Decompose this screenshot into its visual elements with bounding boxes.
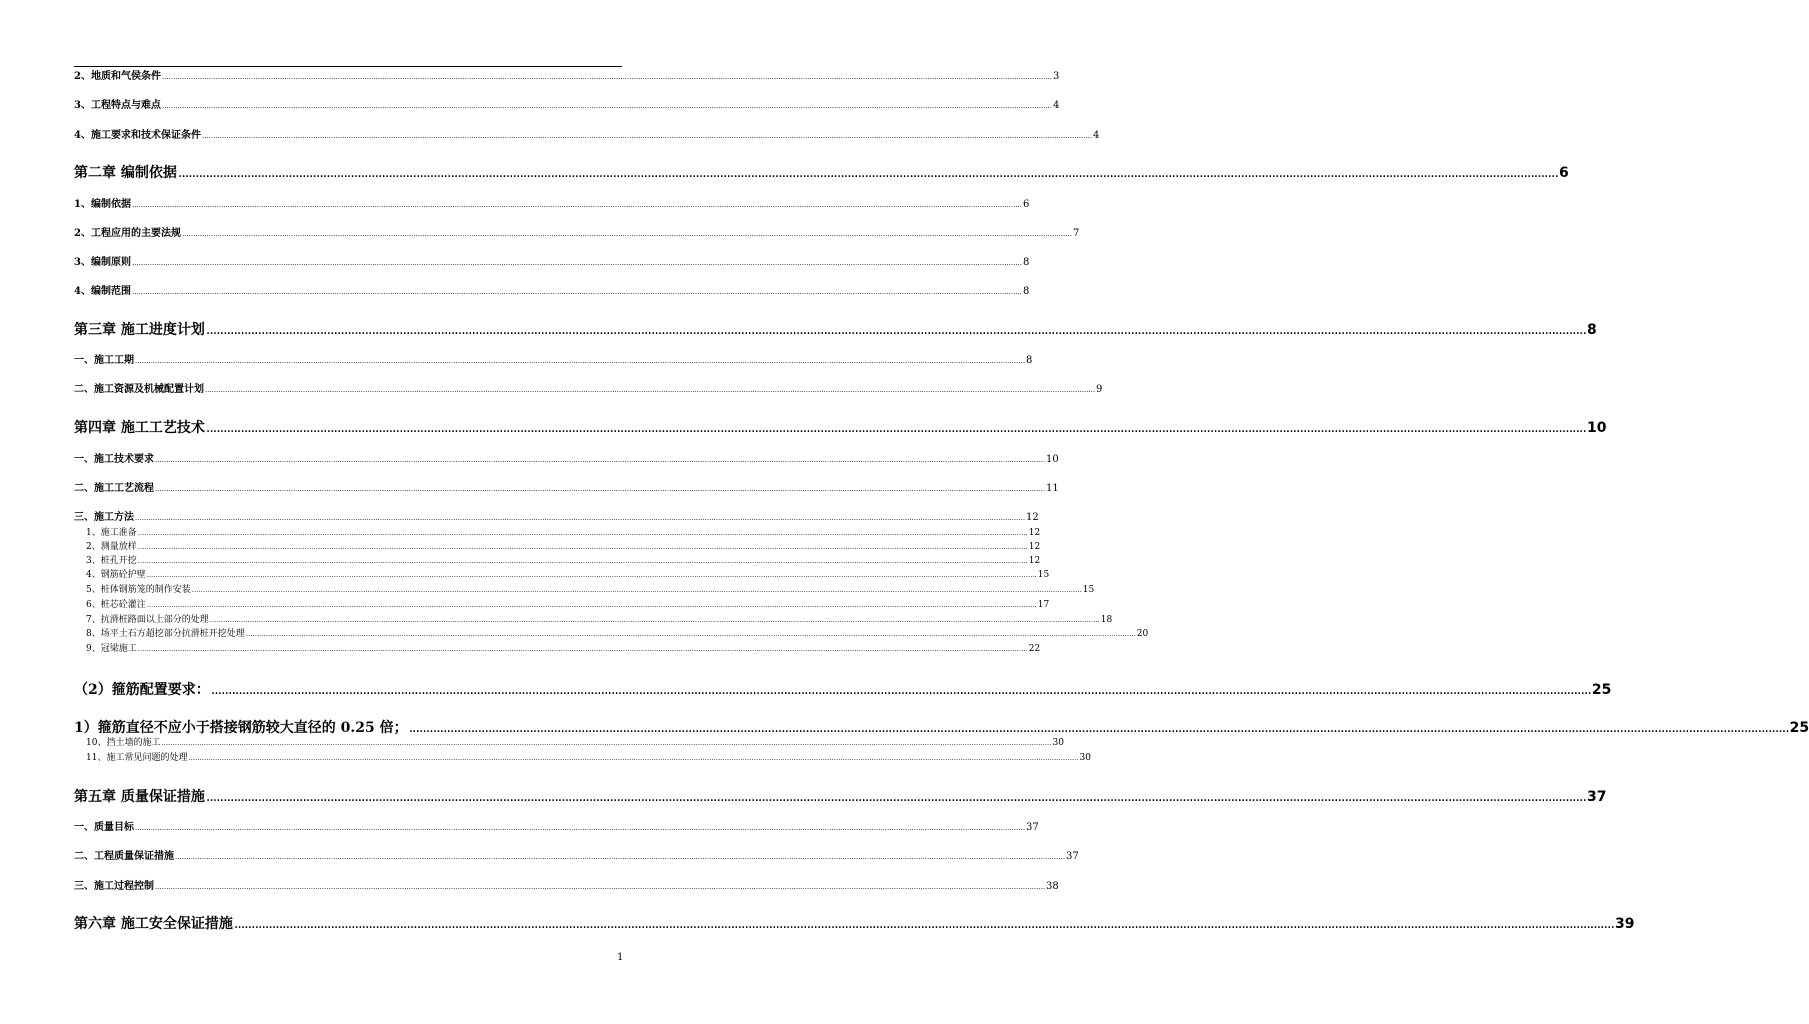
toc-entry-page: 37 <box>1066 851 1079 862</box>
toc-dot-leader: ................................................................................................................................................................................................................................................................................................................................................................................................................ <box>408 720 1789 736</box>
toc-entry-title: 3、桩孔开挖 <box>86 556 137 566</box>
toc-entry-title: 3、工程特点与难点 <box>74 100 161 111</box>
toc-entry-page: 20 <box>1136 629 1149 639</box>
toc-entry-title: 10、挡土墙的施工 <box>86 738 161 748</box>
toc-entry[interactable] <box>74 418 1607 438</box>
toc-entry-page: 12 <box>1026 512 1039 523</box>
toc-dot-leader: ................................................................................................................................................................................................................................................................................................................................................................................................................ <box>209 616 1100 624</box>
toc-dot-leader: ................................................................................................................................................................................................................................................................................................................................................................................................................ <box>205 386 1096 394</box>
toc-entry-page: 17 <box>1037 600 1050 610</box>
toc-entry[interactable] <box>74 285 1030 299</box>
toc-entry-page: 37 <box>1026 822 1039 833</box>
toc-dot-leader: ................................................................................................................................................................................................................................................................................................................................................................................................................ <box>146 571 1037 579</box>
toc-dot-leader: ................................................................................................................................................................................................................................................................................................................................................................................................................ <box>188 754 1079 762</box>
toc-dot-leader: ................................................................................................................................................................................................................................................................................................................................................................................................................ <box>135 357 1026 365</box>
toc-entry-title: 4、施工要求和技术保证条件 <box>74 130 201 141</box>
toc-entry[interactable] <box>74 821 1039 835</box>
toc-entry[interactable] <box>86 737 1064 749</box>
toc-entry-title: （2）箍筋配置要求： <box>74 682 210 698</box>
toc-entry-page: 4 <box>1053 100 1060 111</box>
toc-entry[interactable] <box>86 628 1149 640</box>
toc-dot-leader: ................................................................................................................................................................................................................................................................................................................................................................................................................ <box>146 601 1037 609</box>
toc-entry-title: 第四章 施工工艺技术 <box>74 420 205 436</box>
toc-dot-leader: ................................................................................................................................................................................................................................................................................................................................................................................................................ <box>137 543 1028 551</box>
toc-entry-page: 12 <box>1028 542 1041 552</box>
toc-entry[interactable] <box>74 227 1080 241</box>
toc-entry[interactable] <box>74 511 1039 525</box>
toc-entry[interactable] <box>86 569 1050 581</box>
toc-entry-title: 2、工程应用的主要法规 <box>74 228 181 239</box>
page-number: 1 <box>617 952 624 963</box>
toc-entry-title: 二、工程质量保证措施 <box>74 851 174 862</box>
toc-entry-page: 11 <box>1046 483 1059 494</box>
toc-entry[interactable] <box>74 718 1809 738</box>
toc-entry-page: 12 <box>1028 528 1041 538</box>
toc-dot-leader: ................................................................................................................................................................................................................................................................................................................................................................................................................ <box>181 230 1073 238</box>
toc-entry[interactable] <box>86 614 1113 626</box>
toc-entry-page: 30 <box>1079 753 1091 763</box>
toc-entry-page: 8 <box>1023 286 1030 297</box>
toc-dot-leader: ................................................................................................................................................................................................................................................................................................................................................................................................................ <box>131 259 1023 267</box>
header-rule <box>74 66 622 67</box>
toc-dot-leader: ................................................................................................................................................................................................................................................................................................................................................................................................................ <box>233 916 1614 932</box>
toc-entry-title: 第五章 质量保证措施 <box>74 789 205 805</box>
toc-entry-page: 8 <box>1026 355 1033 366</box>
toc-entry-title: 第六章 施工安全保证措施 <box>74 916 233 932</box>
toc-entry[interactable] <box>74 99 1060 113</box>
toc-entry-title: 11、施工常见问题的处理 <box>86 753 188 763</box>
toc-entry-title: 5、桩体钢筋笼的制作安装 <box>86 585 191 595</box>
toc-entry-page: 4 <box>1093 130 1100 141</box>
toc-entry[interactable] <box>86 643 1041 655</box>
toc-entry-title: 2、测量放样 <box>86 542 137 552</box>
toc-dot-leader: ................................................................................................................................................................................................................................................................................................................................................................................................................ <box>201 132 1093 140</box>
toc-entry-title: 三、施工方法 <box>74 512 134 523</box>
toc-entry-page: 6 <box>1023 199 1030 210</box>
toc-entry-title: 1）箍筋直径不应小于搭接钢筋较大直径的 0.25 倍； <box>74 720 408 736</box>
toc-entry-page: 39 <box>1614 916 1635 932</box>
toc-dot-leader: ................................................................................................................................................................................................................................................................................................................................................................................................................ <box>177 165 1558 181</box>
toc-dot-leader: ................................................................................................................................................................................................................................................................................................................................................................................................................ <box>205 420 1586 436</box>
toc-entry-page: 38 <box>1046 881 1059 892</box>
toc-entry[interactable] <box>74 383 1103 397</box>
toc-dot-leader: ................................................................................................................................................................................................................................................................................................................................................................................................................ <box>161 739 1052 747</box>
toc-entry-title: 第二章 编制依据 <box>74 165 177 181</box>
toc-entry-title: 二、施工工艺流程 <box>74 483 154 494</box>
toc-entry[interactable] <box>74 70 1060 84</box>
toc-entry[interactable] <box>86 584 1095 596</box>
toc-entry[interactable] <box>74 354 1033 368</box>
toc-entry-title: 2、地质和气侯条件 <box>74 71 161 82</box>
toc-entry-title: 6、桩芯砼灌注 <box>86 600 146 610</box>
toc-entry[interactable] <box>74 453 1059 467</box>
toc-dot-leader: ................................................................................................................................................................................................................................................................................................................................................................................................................ <box>161 73 1053 81</box>
toc-entry-title: 三、施工过程控制 <box>74 881 154 892</box>
toc-entry[interactable] <box>74 129 1100 143</box>
toc-entry[interactable] <box>74 680 1612 700</box>
toc-entry-title: 4、编制范围 <box>74 286 131 297</box>
toc-entry-title: 7、抗滑桩路面以上部分的处理 <box>86 615 209 625</box>
toc-entry[interactable] <box>74 787 1607 807</box>
toc-entry[interactable] <box>86 527 1041 539</box>
toc-dot-leader: ................................................................................................................................................................................................................................................................................................................................................................................................................ <box>137 557 1028 565</box>
toc-dot-leader: ................................................................................................................................................................................................................................................................................................................................................................................................................ <box>137 529 1028 537</box>
toc-entry-page: 15 <box>1082 585 1095 595</box>
toc-dot-leader: ................................................................................................................................................................................................................................................................................................................................................................................................................ <box>191 586 1082 594</box>
toc-dot-leader: ................................................................................................................................................................................................................................................................................................................................................................................................................ <box>135 514 1026 522</box>
toc-entry[interactable] <box>74 198 1030 212</box>
toc-entry-page: 8 <box>1586 322 1597 338</box>
toc-dot-leader: ................................................................................................................................................................................................................................................................................................................................................................................................................ <box>131 288 1023 296</box>
toc-entry[interactable] <box>74 850 1079 864</box>
toc-entry-page: 6 <box>1558 165 1569 181</box>
toc-dot-leader: ................................................................................................................................................................................................................................................................................................................................................................................................................ <box>155 883 1046 891</box>
toc-entry-page: 10 <box>1586 420 1607 436</box>
toc-entry-title: 9、冠梁施工 <box>86 644 137 654</box>
toc-dot-leader: ................................................................................................................................................................................................................................................................................................................................................................................................................ <box>205 789 1586 805</box>
toc-entry[interactable] <box>74 482 1059 496</box>
toc-dot-leader: ................................................................................................................................................................................................................................................................................................................................................................................................................ <box>245 630 1136 638</box>
toc-entry[interactable] <box>74 256 1030 270</box>
toc-entry-title: 一、施工工期 <box>74 355 134 366</box>
toc-entry[interactable] <box>86 599 1050 611</box>
toc-entry-page: 18 <box>1100 615 1113 625</box>
toc-dot-leader: ................................................................................................................................................................................................................................................................................................................................................................................................................ <box>137 645 1028 653</box>
toc-dot-leader: ................................................................................................................................................................................................................................................................................................................................................................................................................ <box>135 824 1026 832</box>
toc-dot-leader: ................................................................................................................................................................................................................................................................................................................................................................................................................ <box>210 682 1591 698</box>
toc-entry-page: 8 <box>1023 257 1030 268</box>
toc-entry-title: 4、钢筋砼护壁 <box>86 570 146 580</box>
toc-entry[interactable] <box>86 541 1041 553</box>
toc-entry-page: 12 <box>1028 556 1041 566</box>
toc-entry-title: 3、编制原则 <box>74 257 131 268</box>
toc-entry[interactable] <box>74 320 1597 340</box>
toc-entry[interactable] <box>86 555 1041 567</box>
toc-entry-page: 22 <box>1028 644 1041 654</box>
toc-entry-title: 一、质量目标 <box>74 822 134 833</box>
toc-entry-title: 第三章 施工进度计划 <box>74 322 205 338</box>
toc-entry-page: 15 <box>1037 570 1050 580</box>
toc-entry-title: 8、场平土石方超挖部分抗滑桩开挖处理 <box>86 629 245 639</box>
toc-entry-page: 25 <box>1591 682 1612 698</box>
toc-entry[interactable] <box>86 752 1091 764</box>
toc-entry-page: 25 <box>1789 720 1809 736</box>
toc-entry-page: 3 <box>1053 71 1060 82</box>
toc-entry-page: 7 <box>1073 228 1080 239</box>
toc-dot-leader: ................................................................................................................................................................................................................................................................................................................................................................................................................ <box>131 201 1023 209</box>
toc-entry-page: 9 <box>1096 384 1103 395</box>
toc-entry-page: 10 <box>1046 454 1059 465</box>
toc-entry-title: 一、施工技术要求 <box>74 454 154 465</box>
toc-entry-title: 二、施工资源及机械配置计划 <box>74 384 204 395</box>
toc-dot-leader: ................................................................................................................................................................................................................................................................................................................................................................................................................ <box>161 102 1053 110</box>
toc-entry-page: 30 <box>1052 738 1064 748</box>
toc-entry-title: 1、编制依据 <box>74 199 131 210</box>
toc-entry[interactable] <box>74 880 1059 894</box>
toc-dot-leader: ................................................................................................................................................................................................................................................................................................................................................................................................................ <box>155 485 1046 493</box>
toc-dot-leader: ................................................................................................................................................................................................................................................................................................................................................................................................................ <box>205 322 1586 338</box>
toc-entry[interactable] <box>74 914 1635 934</box>
toc-dot-leader: ................................................................................................................................................................................................................................................................................................................................................................................................................ <box>155 456 1046 464</box>
toc-dot-leader: ................................................................................................................................................................................................................................................................................................................................................................................................................ <box>175 853 1066 861</box>
toc-entry-title: 1、施工准备 <box>86 528 137 538</box>
toc-entry-page: 37 <box>1586 789 1607 805</box>
toc-entry[interactable] <box>74 163 1569 183</box>
